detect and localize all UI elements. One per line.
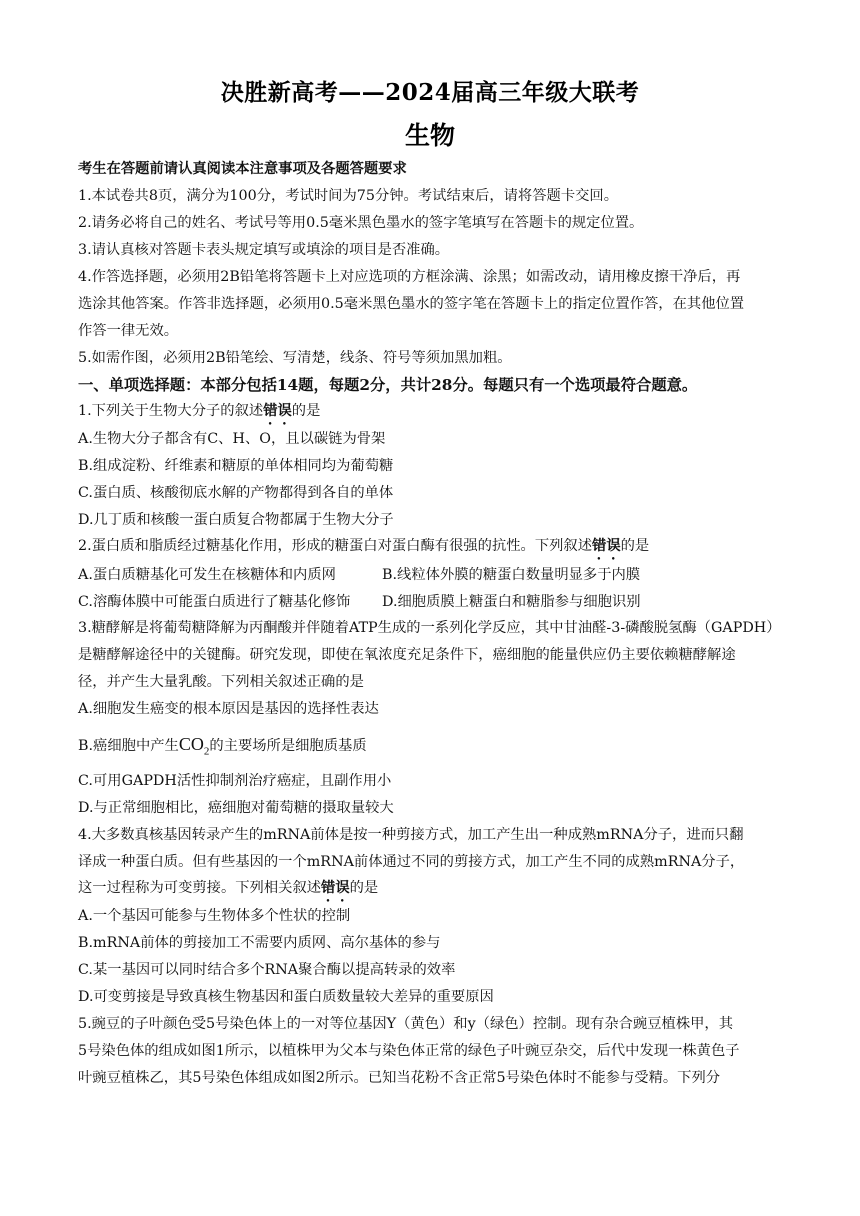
q3-option-b — [78, 734, 793, 762]
q2-stem-text: 2.蛋白质和脂质经过糖基化作用，形成的糖蛋白对蛋白酶有很强的抗性。下列叙述 — [78, 538, 593, 554]
co2-subscript: 2 — [203, 745, 210, 758]
q2-option-c: C.溶酶体膜中可能蛋白质进行了糖基化修饰 — [78, 594, 351, 610]
co2-symbol: CO — [178, 734, 204, 754]
instruction-item-5: 5.如需作图，必须用2B铅笔绘、写清楚，线条、符号等须加黑加粗。 — [78, 350, 512, 366]
q4-stem-line-3 — [78, 878, 793, 905]
q2-option-d: D.细胞质膜上糖蛋白和糖脂参与细胞识别 — [382, 594, 641, 610]
q3-option-c: C.可用GAPDH活性抑制剂治疗癌症，且副作用小 — [78, 773, 392, 789]
instruction-item-4-end: 作答一律无效。 — [78, 323, 179, 339]
q1-stem-text: 1.下列关于生物大分子的叙述 — [78, 403, 264, 419]
co2-formula — [178, 734, 210, 758]
q5-stem-line-2: 5号染色体的组成如图1所示，以植株甲为父本与染色体正常的绿色子叶豌豆杂交，后代中发现一株黄色子 — [78, 1043, 740, 1059]
q5-stem-line-3: 叶豌豆植株乙，其5号染色体组成如图2所示。已知当花粉不含正常5号染色体时不能参与受精。下列分 — [78, 1070, 721, 1086]
instructions-heading: 考生在答题前请认真阅读本注意事项及各题答题要求 — [78, 161, 407, 177]
q2-option-b: B.线粒体外膜的糖蛋白数量明显多于内膜 — [382, 567, 641, 583]
q4-stem-text: 这一过程称为可变剪接。下列相关叙述 — [78, 880, 322, 896]
q2-stem-end: 的是 — [620, 538, 650, 554]
q2-stem — [78, 536, 793, 563]
q4-stem-end: 的是 — [349, 880, 379, 896]
q4-stem-line-1: 4.大多数真核基因转录产生的mRNA前体是按一种剪接方式，加工产生出一种成熟mRNA分子，进而只翻 — [78, 827, 744, 843]
q1-stem-emphasis: 错误 — [263, 403, 292, 419]
q3-option-b-text: B.癌细胞中产生 — [78, 738, 179, 754]
q3-option-b-end: 的主要场所是细胞质基质 — [209, 738, 367, 754]
q3-option-a: A.细胞发生癌变的根本原因是基因的选择性表达 — [78, 701, 379, 717]
q3-stem-line-2: 是糖酵解途径中的关键酶。研究发现，即使在氧浓度充足条件下，癌细胞的能量供应仍主要依赖糖酵解途 — [78, 647, 736, 663]
q4-option-a: A.一个基因可能参与生物体多个性状的控制 — [78, 908, 351, 924]
q3-option-d: D.与正常细胞相比，癌细胞对葡萄糖的摄取量较大 — [78, 800, 394, 816]
exam-title: 决胜新高考——2024届高三年级大联考 — [220, 79, 640, 106]
section-heading: 一、单项选择题：本部分包括14题，每题2分，共计28分。每题只有一个选项最符合题意。 — [78, 376, 698, 394]
q4-stem-emphasis: 错误 — [321, 880, 350, 896]
q5-stem-line-1: 5.豌豆的子叶颜色受5号染色体上的一对等位基因Y（黄色）和y（绿色）控制。现有杂合豌豆植株甲，其 — [78, 1016, 734, 1032]
instruction-item-4: 4.作答选择题，必须用2B铅笔将答题卡上对应选项的方框涂满、涂黑；如需改动，请用橡皮擦干净后，再 — [78, 269, 741, 285]
q2-option-a: A.蛋白质糖基化可发生在核糖体和内质网 — [78, 567, 336, 583]
instruction-item-3: 3.请认真核对答题卡表头规定填写或填涂的项目是否准确。 — [78, 242, 450, 258]
instruction-item-2: 2.请务必将自己的姓名、考试号等用0.5毫米黑色墨水的签字笔填写在答题卡的规定位置。 — [78, 215, 644, 231]
q2-stem-emphasis: 错误 — [592, 538, 621, 554]
q3-stem-line-3: 径，并产生大量乳酸。下列相关叙述正确的是 — [78, 674, 364, 690]
q2-options-row-2 — [78, 592, 793, 612]
instruction-item-1: 1.本试卷共8页，满分为100分，考试时间为75分钟。考试结束后，请将答题卡交回。 — [78, 188, 619, 204]
q4-option-c: C.某一基因可以同时结合多个RNA聚合酶以提高转录的效率 — [78, 962, 456, 978]
q1-option-d: D.几丁质和核酸一蛋白质复合物都属于生物大分子 — [78, 512, 394, 528]
q1-stem — [78, 401, 793, 428]
subject-title: 生物 — [404, 121, 455, 150]
q4-option-d: D.可变剪接是导致真核生物基因和蛋白质数量较大差异的重要原因 — [78, 989, 494, 1005]
q2-options-row-1 — [78, 565, 793, 585]
q1-option-a: A.生物大分子都含有C、H、O，且以碳链为骨架 — [78, 431, 386, 447]
q1-option-c: C.蛋白质、核酸彻底水解的产物都得到各自的单体 — [78, 485, 394, 501]
instruction-item-4-cont: 选涂其他答案。作答非选择题，必须用0.5毫米黑色墨水的签字笔在答题卡上的指定位置作答，在其他位置 — [78, 296, 745, 312]
q1-stem-end: 的是 — [291, 403, 321, 419]
q1-option-b: B.组成淀粉、纤维素和糖原的单体相同均为葡萄糖 — [78, 458, 394, 474]
q4-option-b: B.mRNA前体的剪接加工不需要内质网、高尔基体的参与 — [78, 935, 441, 951]
q3-stem-line-1: 3.糖酵解是将葡萄糖降解为丙酮酸并伴随着ATP生成的一系列化学反应，其中甘油醛-3-磷酸脱氢酶（GAPDH） — [78, 620, 781, 636]
q4-stem-line-2: 译成一种蛋白质。但有些基因的一个mRNA前体通过不同的剪接方式，加工产生不同的成熟mRNA分子， — [78, 854, 745, 870]
